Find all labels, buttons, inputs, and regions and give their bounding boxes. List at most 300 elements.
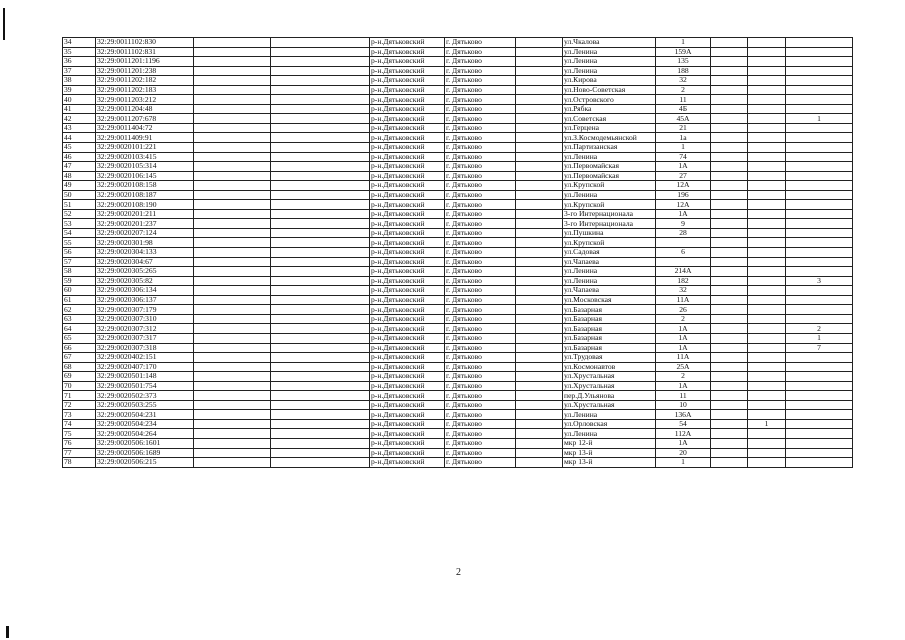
count-cell [711,152,748,162]
empty-cell [271,429,370,439]
empty-cell [516,419,563,429]
city-cell: г. Дятьково [445,391,516,401]
house-number-cell: 1а [656,133,711,143]
cadastral-number-cell: 32:29:0020207:124 [96,228,194,238]
count-cell [748,257,786,267]
table-row [63,438,853,448]
table-row [63,200,853,210]
cadastral-number-cell: 32:29:0020504:234 [96,419,194,429]
count-cell [748,305,786,315]
city-cell: г. Дятьково [445,104,516,114]
count-cell [748,448,786,458]
count-cell [711,248,748,258]
empty-cell [194,324,271,334]
count-cell [711,458,748,468]
street-cell: ул.Чапаева [563,286,656,296]
count-cell [748,429,786,439]
empty-cell [516,85,563,95]
table-row [63,400,853,410]
city-cell: г. Дятьково [445,123,516,133]
empty-cell [271,85,370,95]
empty-cell [271,257,370,267]
city-cell: г. Дятьково [445,85,516,95]
district-cell: р-н.Дятьковский [370,238,445,248]
district-cell: р-н.Дятьковский [370,438,445,448]
count-cell: 2 [786,324,853,334]
row-number-cell: 63 [63,314,96,324]
empty-cell [271,372,370,382]
street-cell: ул.Ново-Советская [563,85,656,95]
district-cell: р-н.Дятьковский [370,314,445,324]
street-cell: мкр 13-й [563,448,656,458]
street-cell: ул.Ленина [563,57,656,67]
district-cell: р-н.Дятьковский [370,133,445,143]
street-cell: ул.Хрустальная [563,400,656,410]
street-cell: мкр 13-й [563,458,656,468]
count-cell [786,123,853,133]
cadastral-number-cell: 32:29:0020307:179 [96,305,194,315]
street-cell: ул.Островского [563,95,656,105]
row-number-cell: 47 [63,162,96,172]
district-cell: р-н.Дятьковский [370,181,445,191]
count-cell [786,248,853,258]
empty-cell [194,143,271,153]
house-number-cell: 11 [656,391,711,401]
empty-cell [516,57,563,67]
empty-cell [271,438,370,448]
house-number-cell: 11А [656,295,711,305]
empty-cell [194,333,271,343]
count-cell [711,429,748,439]
cadastral-number-cell: 32:29:0011201:1196 [96,57,194,67]
count-cell [786,267,853,277]
table-row [63,85,853,95]
row-number-cell: 59 [63,276,96,286]
count-cell [748,372,786,382]
empty-cell [194,429,271,439]
count-cell: 1 [748,419,786,429]
row-number-cell: 34 [63,38,96,48]
empty-cell [271,190,370,200]
cadastral-number-cell: 32:29:0020108:187 [96,190,194,200]
empty-cell [516,343,563,353]
table-row [63,228,853,238]
empty-cell [516,381,563,391]
row-number-cell: 39 [63,85,96,95]
count-cell [786,171,853,181]
count-cell [748,248,786,258]
empty-cell [194,133,271,143]
cadastral-number-cell: 32:29:0020304:133 [96,248,194,258]
count-cell [748,47,786,57]
table-row [63,190,853,200]
empty-cell [516,267,563,277]
row-number-cell: 58 [63,267,96,277]
cadastral-number-cell: 32:29:0020307:312 [96,324,194,334]
count-cell [786,190,853,200]
table-row [63,238,853,248]
table-row [63,305,853,315]
empty-cell [516,372,563,382]
city-cell: г. Дятьково [445,324,516,334]
count-cell [711,286,748,296]
empty-cell [516,228,563,238]
empty-cell [271,66,370,76]
count-cell [711,219,748,229]
empty-cell [194,228,271,238]
city-cell: г. Дятьково [445,257,516,267]
table-row [63,448,853,458]
table-row [63,248,853,258]
count-cell [748,381,786,391]
cadastral-number-cell: 32:29:0011203:212 [96,95,194,105]
street-cell: ул.Ленина [563,429,656,439]
empty-cell [194,410,271,420]
house-number-cell: 25А [656,362,711,372]
count-cell [748,267,786,277]
district-cell: р-н.Дятьковский [370,47,445,57]
empty-cell [516,362,563,372]
row-number-cell: 61 [63,295,96,305]
street-cell: ул.Базарная [563,305,656,315]
street-cell: ул.Московская [563,295,656,305]
empty-cell [194,209,271,219]
count-cell [748,458,786,468]
street-cell: ул.Партизанская [563,143,656,153]
table-row [63,353,853,363]
empty-cell [194,38,271,48]
row-number-cell: 51 [63,200,96,210]
row-number-cell: 70 [63,381,96,391]
table-row [63,419,853,429]
house-number-cell: 45А [656,114,711,124]
empty-cell [271,333,370,343]
street-cell: ул.Ленина [563,152,656,162]
street-cell: ул.З.Космодемьянской [563,133,656,143]
count-cell [748,228,786,238]
count-cell [711,295,748,305]
page-number: 2 [456,567,461,578]
city-cell: г. Дятьково [445,381,516,391]
empty-cell [194,57,271,67]
empty-cell [194,305,271,315]
count-cell [748,276,786,286]
house-number-cell: 1А [656,324,711,334]
table-row [63,133,853,143]
district-cell: р-н.Дятьковский [370,85,445,95]
count-cell [711,85,748,95]
count-cell: 7 [786,343,853,353]
empty-cell [271,305,370,315]
empty-cell [516,429,563,439]
empty-cell [516,248,563,258]
count-cell [748,104,786,114]
empty-cell [271,209,370,219]
cadastral-number-cell: 32:29:0011102:830 [96,38,194,48]
house-number-cell: 1 [656,38,711,48]
district-cell: р-н.Дятьковский [370,95,445,105]
district-cell: р-н.Дятьковский [370,458,445,468]
street-cell: ул.Рябка [563,104,656,114]
cadastral-number-cell: 32:29:0020504:231 [96,410,194,420]
count-cell [748,219,786,229]
table-row [63,95,853,105]
city-cell: г. Дятьково [445,162,516,172]
row-number-cell: 71 [63,391,96,401]
count-cell [786,295,853,305]
house-number-cell: 26 [656,305,711,315]
count-cell [748,353,786,363]
empty-cell [271,248,370,258]
city-cell: г. Дятьково [445,305,516,315]
street-cell: 3-го Интернационала [563,219,656,229]
table-row [63,276,853,286]
street-cell: ул.Базарная [563,324,656,334]
city-cell: г. Дятьково [445,181,516,191]
district-cell: р-н.Дятьковский [370,190,445,200]
empty-cell [194,104,271,114]
house-number-cell: 4Б [656,104,711,114]
count-cell [711,47,748,57]
table-row [63,209,853,219]
street-cell: ул.Ленина [563,276,656,286]
empty-cell [516,66,563,76]
empty-cell [271,162,370,172]
empty-cell [516,114,563,124]
district-cell: р-н.Дятьковский [370,143,445,153]
row-number-cell: 40 [63,95,96,105]
row-number-cell: 72 [63,400,96,410]
empty-cell [194,276,271,286]
empty-cell [271,324,370,334]
city-cell: г. Дятьково [445,429,516,439]
empty-cell [271,57,370,67]
row-number-cell: 48 [63,171,96,181]
count-cell [711,171,748,181]
count-cell [786,209,853,219]
count-cell [711,104,748,114]
empty-cell [516,209,563,219]
empty-cell [516,410,563,420]
house-number-cell: 136А [656,410,711,420]
table-row [63,429,853,439]
count-cell [786,66,853,76]
count-cell [786,219,853,229]
empty-cell [516,448,563,458]
count-cell [748,391,786,401]
city-cell: г. Дятьково [445,114,516,124]
city-cell: г. Дятьково [445,314,516,324]
house-number-cell: 214А [656,267,711,277]
count-cell [786,133,853,143]
empty-cell [271,276,370,286]
count-cell [786,314,853,324]
city-cell: г. Дятьково [445,438,516,448]
house-number-cell: 74 [656,152,711,162]
empty-cell [271,114,370,124]
house-number-cell: 159А [656,47,711,57]
count-cell [711,257,748,267]
district-cell: р-н.Дятьковский [370,391,445,401]
count-cell [748,286,786,296]
row-number-cell: 56 [63,248,96,258]
house-number-cell: 1 [656,143,711,153]
empty-cell [516,286,563,296]
empty-cell [194,458,271,468]
district-cell: р-н.Дятьковский [370,305,445,315]
count-cell [748,95,786,105]
empty-cell [194,171,271,181]
empty-cell [194,353,271,363]
street-cell: пер.Д.Ульянова [563,391,656,401]
empty-cell [194,286,271,296]
empty-cell [271,353,370,363]
count-cell [711,324,748,334]
cadastral-number-cell: 32:29:0020506:1689 [96,448,194,458]
row-number-cell: 78 [63,458,96,468]
count-cell [711,228,748,238]
city-cell: г. Дятьково [445,143,516,153]
count-cell [786,162,853,172]
city-cell: г. Дятьково [445,248,516,258]
table-row [63,362,853,372]
street-cell: ул.Базарная [563,343,656,353]
row-number-cell: 77 [63,448,96,458]
count-cell [748,38,786,48]
district-cell: р-н.Дятьковский [370,353,445,363]
empty-cell [194,190,271,200]
empty-cell [271,228,370,238]
street-cell: ул.Первомайская [563,171,656,181]
city-cell: г. Дятьково [445,190,516,200]
count-cell [748,76,786,86]
empty-cell [516,133,563,143]
street-cell: ул.Пушкина [563,228,656,238]
empty-cell [516,314,563,324]
empty-cell [516,190,563,200]
table-row [63,267,853,277]
house-number-cell: 10 [656,400,711,410]
district-cell: р-н.Дятьковский [370,209,445,219]
empty-cell [194,95,271,105]
cadastral-number-cell: 32:29:0020307:310 [96,314,194,324]
table-row [63,76,853,86]
empty-cell [194,295,271,305]
cadastral-number-cell: 32:29:0011409:91 [96,133,194,143]
house-number-cell: 1А [656,381,711,391]
row-number-cell: 55 [63,238,96,248]
row-number-cell: 62 [63,305,96,315]
cadastral-number-cell: 32:29:0020504:264 [96,429,194,439]
empty-cell [271,314,370,324]
street-cell: ул.Советская [563,114,656,124]
count-cell [786,95,853,105]
count-cell [748,162,786,172]
house-number-cell: 188 [656,66,711,76]
table-row [63,314,853,324]
house-number-cell: 9 [656,219,711,229]
district-cell: р-н.Дятьковский [370,152,445,162]
count-cell [786,458,853,468]
empty-cell [194,152,271,162]
count-cell [711,333,748,343]
empty-cell [271,171,370,181]
empty-cell [194,362,271,372]
empty-cell [271,391,370,401]
empty-cell [516,276,563,286]
empty-cell [194,419,271,429]
count-cell [748,324,786,334]
empty-cell [516,200,563,210]
cadastral-number-cell: 32:29:0020201:211 [96,209,194,219]
table-row [63,171,853,181]
count-cell [786,200,853,210]
district-cell: р-н.Дятьковский [370,286,445,296]
count-cell [786,47,853,57]
empty-cell [516,76,563,86]
empty-cell [516,47,563,57]
count-cell [748,171,786,181]
count-cell [711,76,748,86]
count-cell [711,419,748,429]
empty-cell [271,238,370,248]
count-cell [786,152,853,162]
count-cell [711,238,748,248]
empty-cell [271,152,370,162]
street-cell: ул.Крупской [563,181,656,191]
table-row [63,66,853,76]
count-cell [786,286,853,296]
house-number-cell: 1А [656,343,711,353]
count-cell [748,314,786,324]
count-cell [711,362,748,372]
house-number-cell: 32 [656,286,711,296]
row-number-cell: 36 [63,57,96,67]
empty-cell [516,219,563,229]
house-number-cell: 182 [656,276,711,286]
district-cell: р-н.Дятьковский [370,276,445,286]
city-cell: г. Дятьково [445,362,516,372]
district-cell: р-н.Дятьковский [370,295,445,305]
count-cell [711,38,748,48]
city-cell: г. Дятьково [445,219,516,229]
count-cell [786,391,853,401]
city-cell: г. Дятьково [445,333,516,343]
empty-cell [194,267,271,277]
table-row [63,47,853,57]
count-cell [748,123,786,133]
table-row [63,458,853,468]
count-cell [786,104,853,114]
cadastral-number-cell: 32:29:0020307:318 [96,343,194,353]
count-cell [786,400,853,410]
street-cell: ул.Ленина [563,190,656,200]
cadastral-number-cell: 32:29:0020501:148 [96,372,194,382]
house-number-cell: 21 [656,123,711,133]
street-cell: ул.Кирова [563,76,656,86]
registry-table-body [63,38,853,468]
count-cell [711,181,748,191]
empty-cell [516,305,563,315]
count-cell [748,362,786,372]
empty-cell [271,295,370,305]
row-number-cell: 67 [63,353,96,363]
row-number-cell: 46 [63,152,96,162]
table-row [63,152,853,162]
empty-cell [516,181,563,191]
district-cell: р-н.Дятьковский [370,57,445,67]
table-row [63,372,853,382]
